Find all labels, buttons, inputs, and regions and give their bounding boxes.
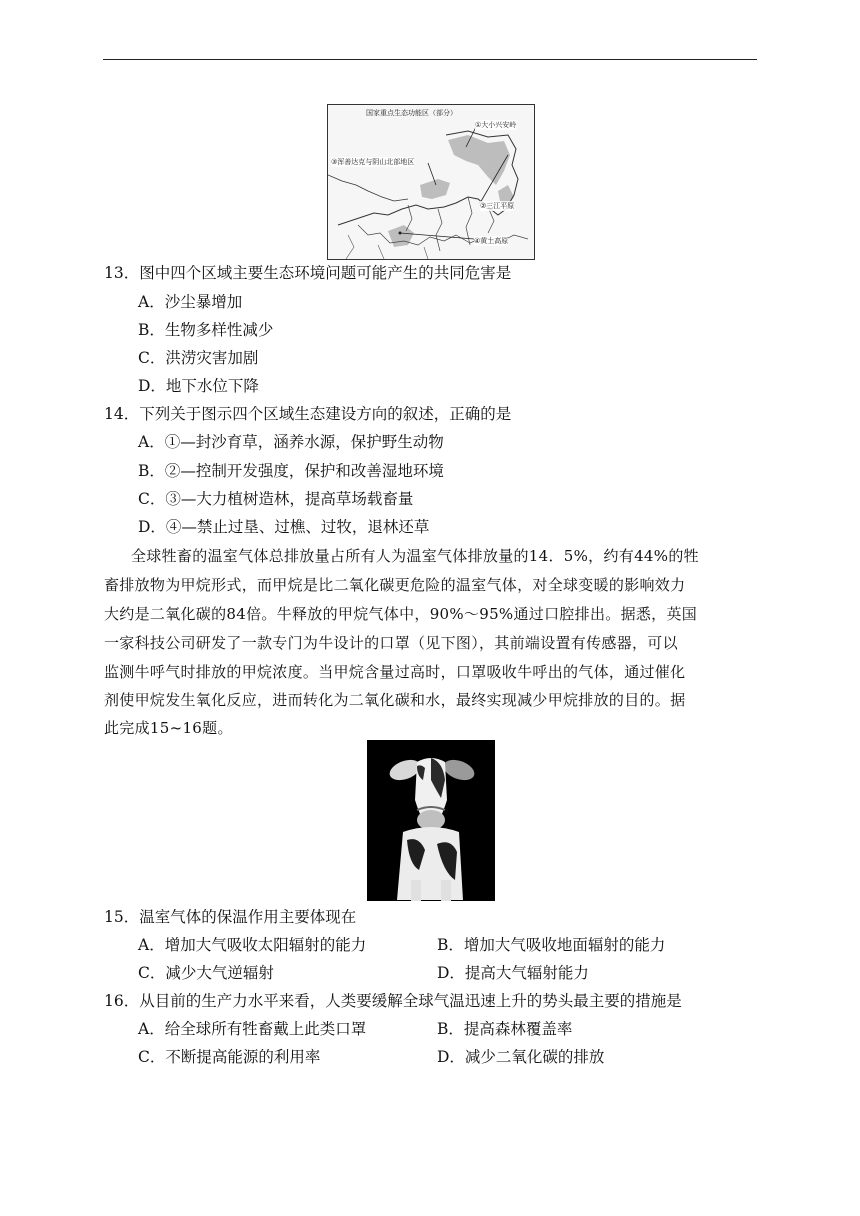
map-caption: 国家重点生态功能区（部分） — [366, 109, 457, 117]
question-16-option-c: C．不断提高能源的利用率 — [138, 1048, 321, 1066]
question-13-option-c: C．洪涝灾害加剧 — [138, 349, 259, 367]
passage-line-2: 畜排放物为甲烷形式，而甲烷是比二氧化碳更危险的温室气体，对全球变暖的影响效力 — [104, 576, 686, 594]
header-rule — [103, 59, 757, 60]
map-label-daxiaoxinganling: ①大小兴安岭 — [475, 121, 517, 129]
passage-line-5: 监测牛呼气时排放的甲烷浓度。当甲烷含量过高时，口罩吸收牛呼出的气体，通过催化 — [104, 663, 686, 681]
question-15-option-a: A．增加大气吸收太阳辐射的能力 — [138, 936, 367, 954]
question-13-option-d: D．地下水位下降 — [138, 377, 259, 395]
question-14-option-a: A．①—封沙育草，涵养水源，保护野生动物 — [138, 433, 444, 451]
map-label-sanjiang-plain: ②三江平原 — [480, 202, 515, 210]
passage-line-1: 全球牲畜的温室气体总排放量占所有人为温室气体排放量的14．5%，约有44%的牲 — [131, 547, 699, 565]
question-13-stem: 13．图中四个区域主要生态环境问题可能产生的共同危害是 — [104, 264, 512, 282]
passage-line-3: 大约是二氧化碳的84倍。牛释放的甲烷气体中，90%～95%通过口腔排出。据悉，英国 — [104, 605, 698, 623]
question-14-option-b: B．②—控制开发强度，保护和改善湿地环境 — [138, 462, 444, 480]
question-16-option-a: A．给全球所有牲畜戴上此类口罩 — [138, 1020, 367, 1038]
question-16-option-b: B．提高森林覆盖率 — [437, 1020, 573, 1038]
question-16-stem: 16．从目前的生产力水平来看，人类要缓解全球气温迅速上升的势头最主要的措施是 — [104, 992, 682, 1010]
question-16-option-d: D．减少二氧化碳的排放 — [437, 1048, 605, 1066]
question-13-option-a: A．沙尘暴增加 — [138, 293, 243, 311]
map-label-loess-plateau: ④黄土高原 — [474, 237, 509, 245]
cow-mask-photo — [367, 740, 495, 901]
cow-illustration — [367, 740, 495, 901]
map-label-hunshandake: ③浑善达克与阴山北部地区 — [331, 158, 415, 166]
question-13-option-b: B．生物多样性减少 — [138, 321, 274, 339]
question-15-option-c: C．减少大气逆辐射 — [138, 964, 274, 982]
question-15-stem: 15．温室气体的保温作用主要体现在 — [104, 908, 357, 926]
passage-line-6: 剂使甲烷发生氧化反应，进而转化为二氧化碳和水，最终实现减少甲烷排放的目的。据 — [104, 691, 686, 709]
question-15-option-d: D．提高大气辐射能力 — [437, 964, 589, 982]
question-14-option-c: C．③—大力植树造林，提高草场载畜量 — [138, 490, 414, 508]
question-14-stem: 14．下列关于图示四个区域生态建设方向的叙述，正确的是 — [104, 405, 512, 423]
ecological-function-zone-map — [327, 104, 535, 260]
question-15-option-b: B．增加大气吸收地面辐射的能力 — [437, 936, 666, 954]
passage-line-4: 一家科技公司研发了一款专门为牛设计的口罩（见下图），其前端设置有传感器，可以 — [104, 634, 678, 652]
passage-line-7: 此完成15~16题。 — [104, 719, 233, 737]
question-14-option-d: D．④—禁止过垦、过樵、过牧，退林还草 — [138, 518, 430, 536]
